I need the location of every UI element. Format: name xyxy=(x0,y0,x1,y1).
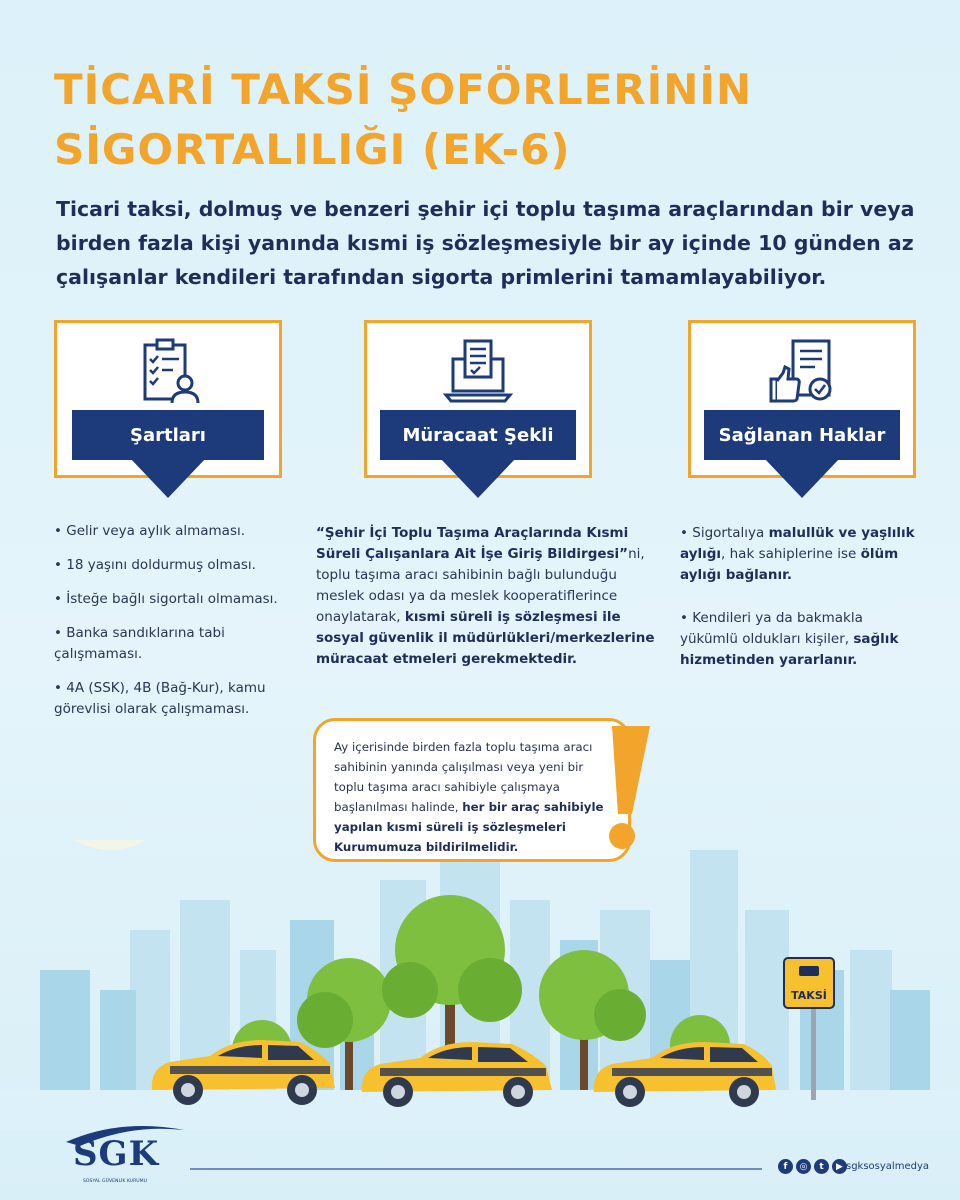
card-label-muracaat: Müracaat Şekli xyxy=(380,410,576,460)
checklist-person-icon xyxy=(133,337,203,407)
card-label-haklar: Sağlanan Haklar xyxy=(704,410,900,460)
logo-subtitle: SOSYAL GÜVENLİK KURUMU xyxy=(83,1179,147,1184)
sartlar-list xyxy=(54,521,284,733)
list-item: • 4A (SSK), 4B (Bağ-Kur), kamu görevlisi olarak çalışmaması. xyxy=(54,680,266,717)
intro-line-3: çalışanlar kendileri tarafından sigorta primlerini tamamlayabiliyor. xyxy=(56,265,827,289)
intro-line-2: birden fazla kişi yanında kısmi iş sözleşmesiyle bir ay içinde 10 günden az xyxy=(56,231,914,255)
logo-text: SGK xyxy=(73,1134,160,1174)
notice-box xyxy=(313,718,631,862)
youtube-icon[interactable]: ▶ xyxy=(832,1159,847,1174)
thumbs-up-document-icon xyxy=(767,337,837,407)
card-label-sartlar: Şartları xyxy=(72,410,264,460)
facebook-icon[interactable]: f xyxy=(778,1159,793,1174)
card-arrow-sartlar xyxy=(130,458,206,498)
muracaat-bold-2: kısmi süreli iş sözleşmesi ile sosyal güvenlik il müdürlükleri/merkezlerine müracaat etmeleri gerekmektedir. xyxy=(316,609,655,667)
muracaat-bold-1: “Şehir İçi Toplu Taşıma Araçlarında Kısmi Süreli Çalışanlara Ait İşe Giriş Bildirgesi” xyxy=(316,525,629,562)
list-item: • İsteğe bağlı sigortalı olmaması. xyxy=(54,591,278,607)
footer-divider xyxy=(190,1168,762,1170)
intro-line-1: Ticari taksi, dolmuş ve benzeri şehir içi toplu taşıma araçlarından bir veya xyxy=(56,197,915,221)
exclamation-icon xyxy=(592,722,656,852)
intro-text xyxy=(56,192,916,294)
social-handle[interactable]: sgksosyalmedya xyxy=(846,1161,929,1172)
haklar-bold-1: malullük ve yaşlılık aylığı xyxy=(680,525,915,562)
instagram-icon[interactable]: ◎ xyxy=(796,1159,811,1174)
city-taxi-illustration xyxy=(0,840,960,1130)
haklar-bold-3: sağlık hizmetinden yararlanır. xyxy=(680,631,899,668)
haklar-text-1: • Sigortalıya xyxy=(680,525,769,541)
card-arrow-muracaat xyxy=(440,458,516,498)
notice-bold: her bir araç sahibiyle yapılan kısmi süreli iş sözleşmeleri Kurumumuza bildirilmelidir. xyxy=(334,800,604,854)
social-icons xyxy=(778,1159,847,1174)
haklar-text-2: , hak sahiplerine ise xyxy=(721,546,861,562)
haklar-bold-2: ölüm aylığı bağlanır. xyxy=(680,546,899,583)
taxi-sign-label: TAKSİ xyxy=(791,989,827,1002)
page-title xyxy=(54,60,854,180)
laptop-document-icon xyxy=(443,337,513,407)
card-arrow-haklar xyxy=(764,458,840,498)
title-line-2: SİGORTALILIĞI (EK-6) xyxy=(54,125,571,174)
list-item: • Banka sandıklarına tabi çalışmaması. xyxy=(54,625,225,662)
list-item: • Gelir veya aylık almaması. xyxy=(54,523,246,539)
list-item: • 18 yaşını doldurmuş olması. xyxy=(54,557,256,573)
notice-text: Ay içerisinde birden fazla toplu taşıma aracı sahibinin yanında çalışılması veya yeni bir toplu taşıma aracı sahibiyle çalışmaya başlanılması halinde, xyxy=(334,740,593,814)
muracaat-text-1: ni, toplu taşıma aracı sahibinin bağlı bulunduğu meslek odası ya da meslek kooperatiflerince onaylatarak, xyxy=(316,546,645,625)
title-line-1: TİCARİ TAKSİ ŞOFÖRLERİNİN xyxy=(54,65,753,114)
muracaat-text xyxy=(316,523,656,683)
haklar-text-3: • Kendileri ya da bakmakla yükümlü oldukları kişiler, xyxy=(680,610,863,647)
haklar-text xyxy=(680,523,920,684)
twitter-icon[interactable]: t xyxy=(814,1159,829,1174)
